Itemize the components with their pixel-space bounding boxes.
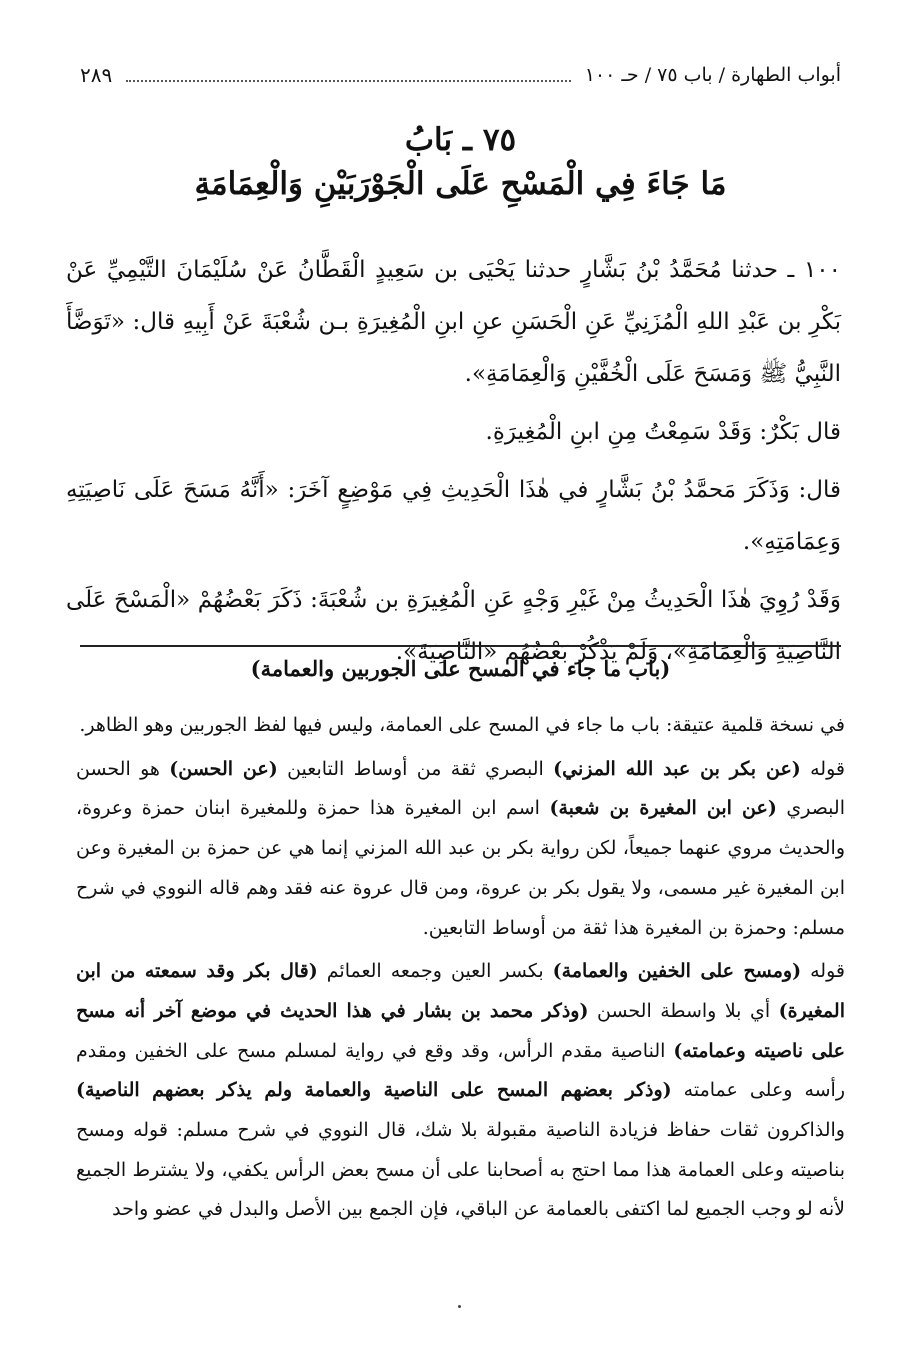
commentary-quote: (ومسح على الخفين والعمامة) <box>552 960 802 983</box>
paper-speck <box>458 1305 461 1308</box>
commentary-paragraph: في نسخة قلمية عتيقة: باب ما جاء في المسح على العمامة، وليس فيها لفظ الجوربين وهو الظاهر. <box>79 714 845 736</box>
header-dotted-leader <box>126 68 570 82</box>
hadith-paragraph: ١٠٠ ـ حدثنا مُحَمَّدُ بْنُ بَشَّارٍ حدثنا يَحْيَى بن سَعِيدٍ الْقَطَّانُ عَنْ سُلَيْمَانَ التَّيْمِيِّ عَنْ بَكْرِ بن عَبْدِ اللهِ الْمُزَنِيِّ عَنِ الْحَسَنِ عنِ ابنِ الْمُغِيرَةِ بـن شُعْبَةَ عَنْ أَبِيهِ قال: «تَوَضَّأَ النَّبِيُّ ﷺ وَمَسَحَ عَلَى الْخُفَّيْنِ وَالْعِمَامَةِ». <box>66 257 841 387</box>
commentary-quote: (وذكر محمد بن بشار في هذا الحديث في موضع آخر أنه مسح على ناصيته وعمامته) <box>76 999 845 1062</box>
hadith-paragraph: قال: وَذَكَرَ مَحمَّدُ بْنُ بَشَّارٍ في هٰذَا الْحَدِيثِ فِي مَوْضِعٍ آخَرَ: «أَنَّهُ مَسَحَ عَلَى نَاصِيَتِهِ وَعِمَامَتِهِ». <box>66 477 841 555</box>
running-title: أبواب الطهارة / باب ٧٥ / حـ ١٠٠ <box>584 64 841 86</box>
commentary-run: أي بلا واسطة الحسن <box>588 999 779 1022</box>
commentary-text <box>76 706 845 1234</box>
hadith-paragraph: وَقَدْ رُوِيَ هٰذَا الْحَدِيثُ مِنْ غَيْرِ وَجْهٍ عَنِ الْمُغِيرَةِ بن شُعْبَةَ: ذَكَرَ بَعْضُهُمْ «الْمَسْحَ عَلَى النَّاصِيَةِ وَالْعِمَامَةِ»، وَلَمْ يَذْكُرْ بَعْضُهُم «النَّاصِيَةَ». <box>66 587 841 665</box>
commentary-quote: (عن الحسن) <box>169 757 278 780</box>
commentary-quote: (عن بكر بن عبد الله المزني) <box>553 757 801 780</box>
hadith-paragraph: قال بَكْرٌ: وَقَدْ سَمِعْتُ مِنِ ابنِ الْمُغِيرَةِ. <box>485 419 841 445</box>
commentary-quote: (قال بكر وقد سمعته من ابن المغيرة) <box>76 960 845 1022</box>
commentary-run: الناصية مقدم الرأس، وقد وقع في رواية لمسلم مسح على الخفين ومقدم رأسه وعلى عمامته <box>76 1039 846 1102</box>
commentary-paragraph <box>76 750 845 949</box>
commentary-quote: (عن ابن المغيرة بن شعبة) <box>549 797 777 820</box>
commentary-run: بكسر العين وجمعه العمائم <box>317 960 553 983</box>
page-number: ٢٨٩ <box>80 63 113 87</box>
commentary-run: قوله <box>801 960 845 983</box>
commentary-paragraph <box>76 952 845 1230</box>
commentary-heading: (باب ما جاء في المسح على الجوربين والعمامة) <box>250 656 671 681</box>
page-header <box>80 60 841 90</box>
commentary-run: هو الحسن البصري <box>76 757 845 820</box>
commentary-run: البصري ثقة من أوساط التابعين <box>277 757 554 780</box>
hadith-text <box>66 244 841 684</box>
chapter-title: مَا جَاءَ فِي الْمَسْحِ عَلَى الْجَوْرَبَيْنِ وَالْعِمَامَةِ <box>194 166 727 202</box>
commentary-run: قوله <box>800 757 845 780</box>
section-divider <box>80 645 841 647</box>
commentary-run: والذاكرون ثقات حفاظ فزيادة الناصية مقبولة بلا شك، قال النووي في شرح مسلم: قوله ومسح بناصيته وعلى العمامة هذا مما احتج به أصحابنا على أن مسح بعض الرأس يكفي، ولا يشترط الجميع لأنه لو وجب الجميع لما اكتفى بالعمامة عن الباقي، فإن الجمع بين الأصل والبدل في عضو واحد <box>76 1119 845 1221</box>
commentary-run: اسم ابن المغيرة هذا حمزة وللمغيرة ابنان حمزة وعروة، والحديث مروي عنهما جميعاً، لكن رواية بكر بن عبد الله المزني إنما هي عن حمزة بن المغيرة وعن ابن المغيرة غير مسمى، ولا يقول بكر بن عروة، ومن قال عروة عنه فقد وهم قاله النووي في شرح مسلم: وحمزة بن المغيرة هذا ثقة من أوساط التابعين. <box>76 797 845 939</box>
commentary-quote: (وذكر بعضهم المسح على الناصية والعمامة ولم يذكر بعضهم الناصية) <box>76 1079 672 1102</box>
chapter-number: ٧٥ ـ بَابُ <box>404 122 517 158</box>
